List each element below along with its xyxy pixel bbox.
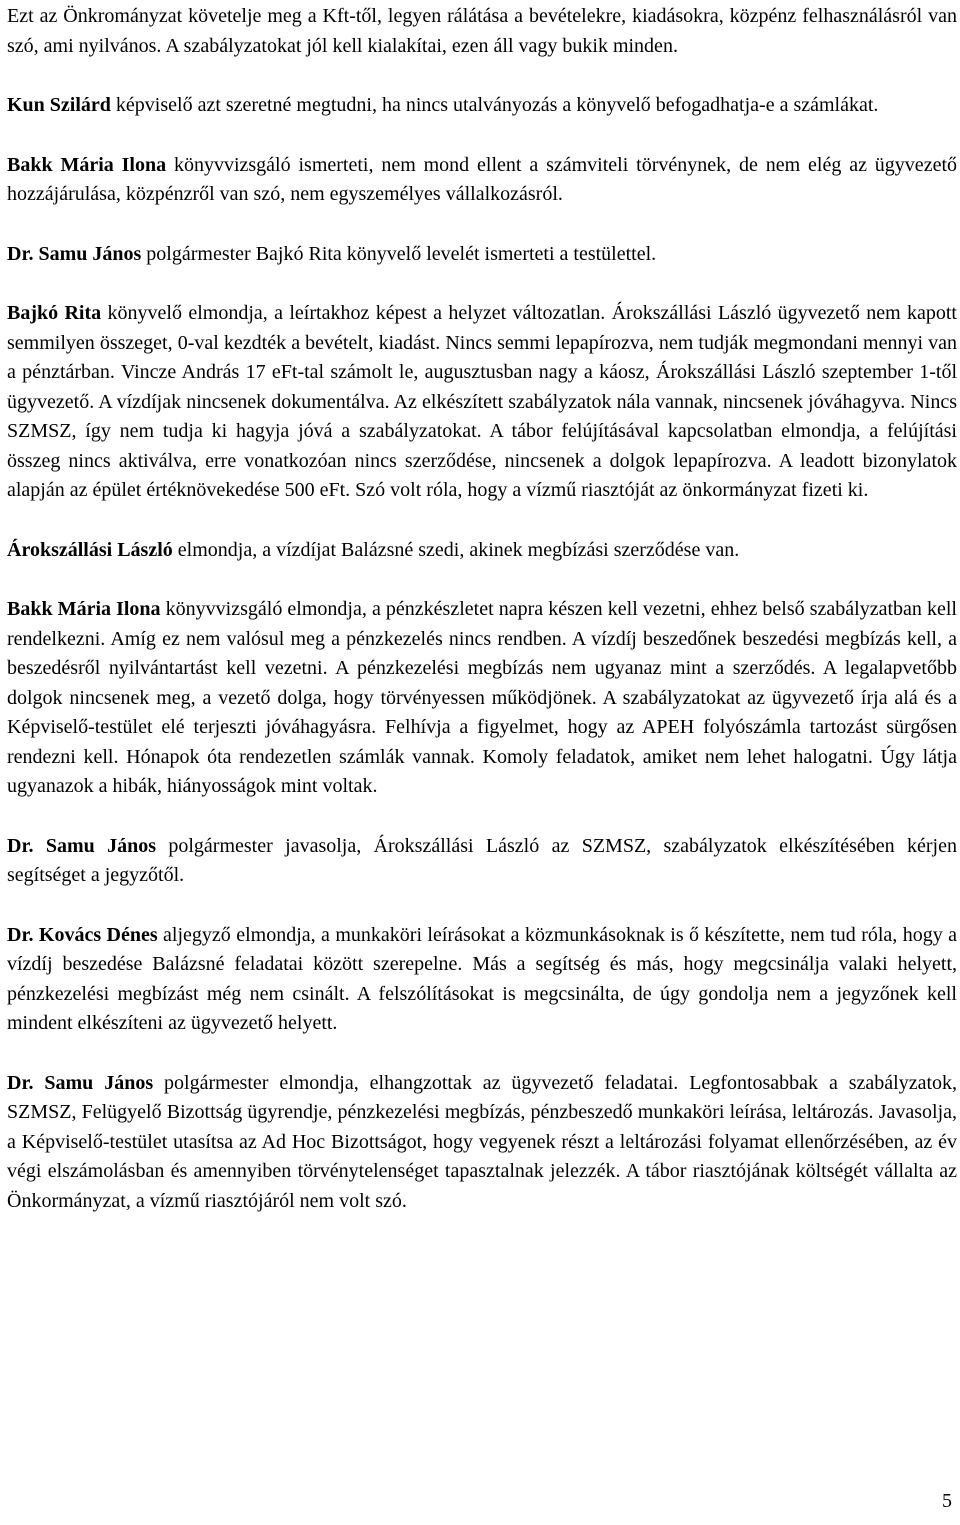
paragraph-text: aljegyző elmondja, a munkaköri leírásokat a közmunkásoknak is ő készítette, nem tud róla, hogy a vízdíj beszedése Balázsné feladatai között szerepelne. Más a segítség és más, hogy megcsinálja valaki helyett, pénzkezelési megbízást még nem csinált. A felszólításokat is megcsinálta, de úgy gondolja nem a jegyzőnek kell mindent elkészíteni az ügyvezető helyett.	[7, 923, 957, 1034]
paragraph-text: könyvvizsgáló elmondja, a pénzkészletet napra készen kell vezetni, ehhez belső szabályzatban kell rendelkezni. Amíg ez nem valósul meg a pénzkezelés nincs rendben. A vízdíj beszedőnek beszedési megbízás kell, a beszedésről nyilvántartást kell vezetni. A pénzkezelési megbízás nem ugyanaz mint a szerződés. A legalapvetőbb dolgok nincsenek meg, a vezető dolga, hogy törvényessen működjönek. A szabályzatokat az ügyvezető írja alá és a Képviselő-testület elé terjeszti jóváhagyásra. Felhívja a figyelmet, hogy az APEH folyószámla tartozást sürgősen rendezni kell. Hónapok óta rendezetlen számlák vannak. Komoly feladatok, amiket nem lehet halogatni. Úgy látja ugyanazok a hibák, hiányosságok mint voltak.	[7, 598, 957, 797]
paragraph-bakk-maria-1	[7, 151, 957, 210]
speaker-name: Dr. Samu János	[7, 242, 142, 265]
paragraph-text: polgármester elmondja, elhangzottak az ügyvezető feladatai. Legfontosabbak a szabályzatok, SZMSZ, Felügyelő Bizottság ügyrendje, pénzkezelési megbízás, pénzbeszedő munkaköri leírása, leltározás. Javasolja, a Képviselő-testület utasítsa az Ad Hoc Bizottságot, hogy vegyenek részt a leltározási folyamat ellenőrzésében, az év végi elszámolásban és amennyiben törvénytelenséget tapasztalnak jelezzék. A tábor riasztójának költségét vállalta az Önkormányzat, a vízmű riasztójáról nem volt szó.	[7, 1071, 958, 1212]
paragraph-bakk-maria-2	[7, 595, 957, 802]
document-page	[7, 0, 957, 1216]
paragraph-kovacs-denes	[7, 921, 957, 1039]
paragraph-bajko-rita	[7, 299, 957, 506]
speaker-name: Kun Szilárd	[7, 94, 111, 116]
page-number: 5	[942, 1490, 952, 1512]
paragraph-intro	[7, 2, 957, 61]
speaker-name: Dr. Kovács Dénes	[7, 923, 158, 946]
paragraph-samu-janos-2	[7, 832, 957, 891]
paragraph-text: könyvelő elmondja, a leírtakhoz képest a helyzet változatlan. Árokszállási László ügyvezető nem kapott semmilyen összeget, 0-val kezdték a bevételt, kiadást. Nincs semmi lepapírozva, nem tudják megmondani mennyi van a pénztárban. Vincze András 17 eFt-tal számolt le, augusztusban nagy a káosz, Árokszállási László szeptember 1-től ügyvezető. A vízdíjak nincsenek dokumentálva. Az elkészített szabályzatok nála vannak, nincsenek jóváhagyva. Nincs SZMSZ, így nem tudja ki hagyja jóvá a szabályzatokat. A tábor felújításával kapcsolatban elmondja, a felújítási összeg nincs aktiválva, erre vonatkozóan nincs szerződése, nincsenek a dolgok lepapírozva. A leadott bizonylatok alapján az épület értéknövekedése 500 eFt. Szó volt róla, hogy a vízmű riasztóját az önkormányzat fizeti ki.	[7, 302, 957, 501]
speaker-name: Dr. Samu János	[7, 834, 157, 857]
speaker-name: Bajkó Rita	[7, 302, 102, 324]
speaker-name: Dr. Samu János	[7, 1071, 154, 1094]
speaker-name: Bakk Mária Ilona	[7, 153, 167, 176]
speaker-name: Árokszállási László	[7, 538, 173, 561]
paragraph-text: polgármester Bajkó Rita könyvelő levelét ismerteti a testülettel.	[141, 242, 657, 265]
paragraph-text: polgármester javasolja, Árokszállási László az SZMSZ, szabályzatok elkészítésében kérjen segítséget a jegyzőtől.	[7, 834, 957, 886]
speaker-name: Bakk Mária Ilona	[7, 598, 161, 620]
paragraph-samu-janos-1	[7, 240, 957, 270]
paragraph-text: képviselő azt szeretné megtudni, ha nincs utalványozás a könyvelő befogadhatja-e a számlákat.	[110, 94, 879, 116]
paragraph-text: könyvvizsgáló ismerteti, nem mond ellent a számviteli törvénynek, de nem elég az ügyvezető hozzájárulása, közpénzről van szó, nem egyszemélyes vállalkozásról.	[7, 153, 957, 205]
paragraph-text: elmondja, a vízdíjat Balázsné szedi, akinek megbízási szerződése van.	[172, 538, 740, 561]
paragraph-arokszallasi	[7, 536, 957, 566]
paragraph-samu-janos-3	[7, 1069, 957, 1217]
paragraph-kun-szilard	[7, 91, 957, 121]
paragraph-text: Ezt az Önkrományzat követelje meg a Kft-től, legyen rálátása a bevételekre, kiadásokra, közpénz felhasználásról van szó, ami nyilvános. A szabályzatokat jól kell kialakítai, ezen áll vagy bukik minden.	[7, 5, 957, 57]
